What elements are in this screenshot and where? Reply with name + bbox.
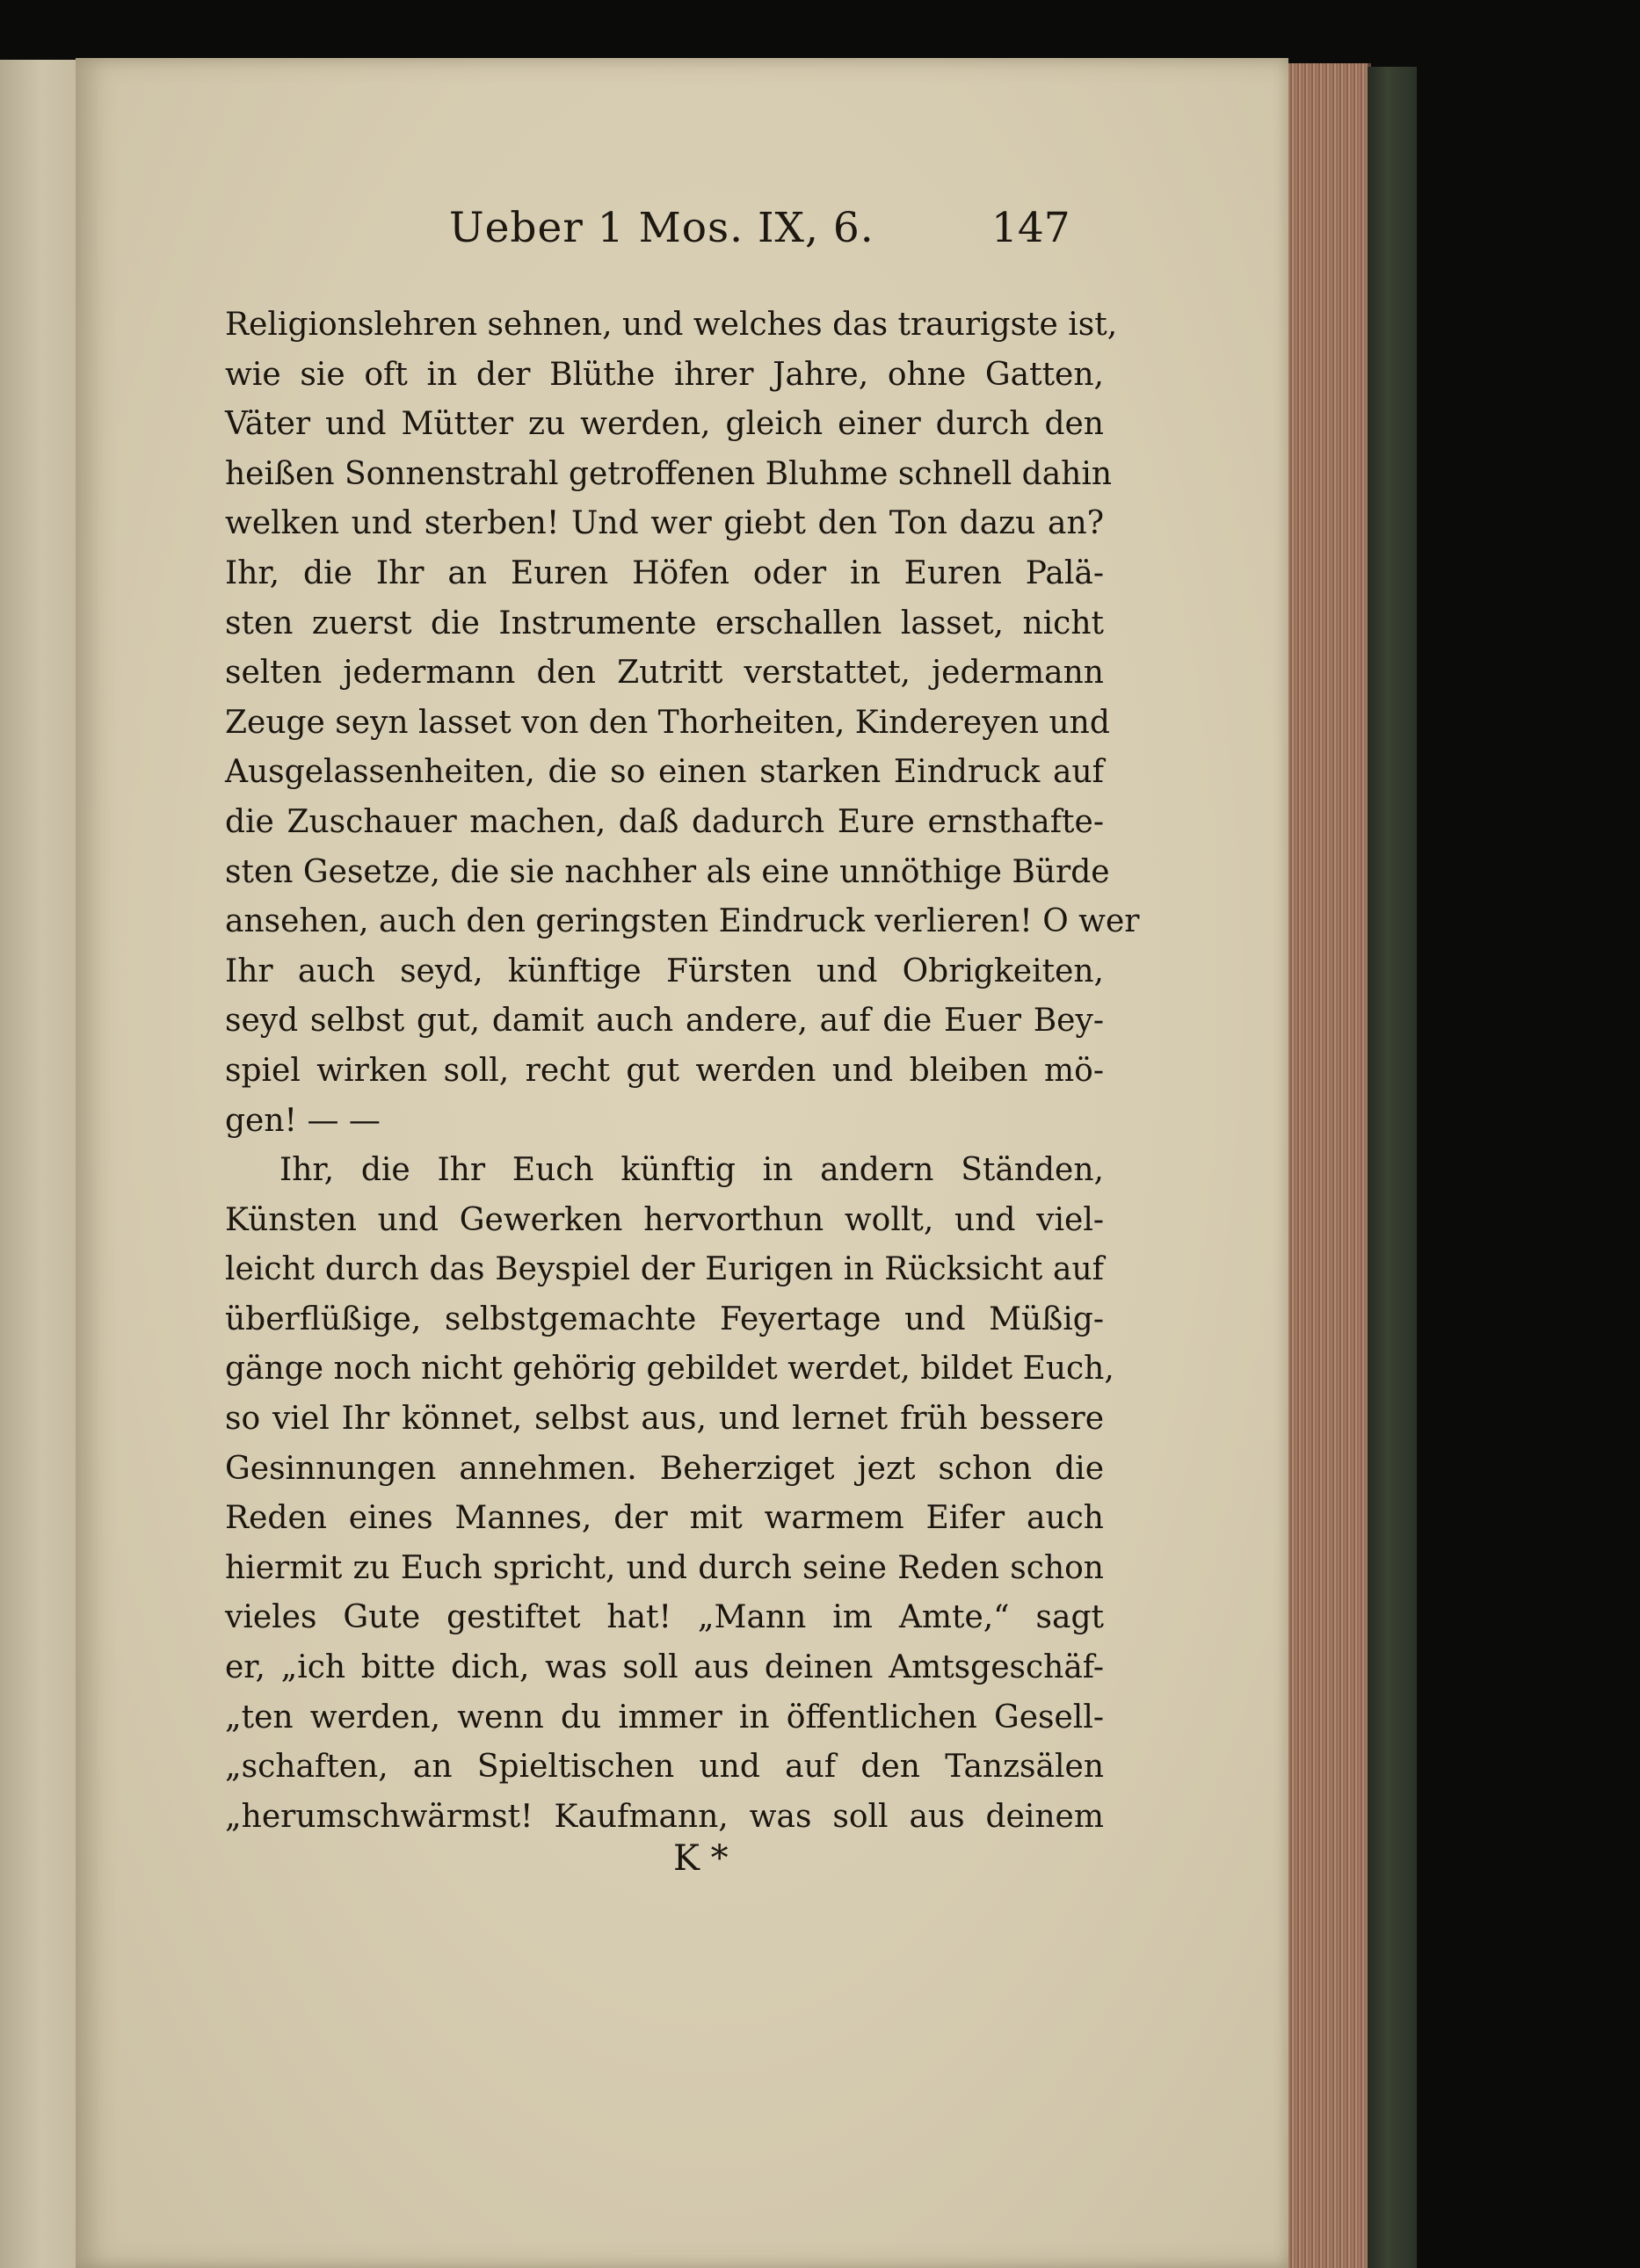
text-line: Reden eines Mannes, der mit warmem Eifer auch (225, 1500, 1104, 1537)
paragraph-1 (225, 301, 1140, 1146)
body-text (225, 301, 1140, 1842)
text-line: die Zuschauer machen, daß dadurch Eure ernsthafte- (225, 803, 1104, 840)
text-line: Künsten und Gewerken hervorthun wollt, und viel- (225, 1201, 1104, 1238)
text-line: Zeuge seyn lasset von den Thorheiten, Kindereyen und (225, 704, 1110, 741)
text-line: hiermit zu Euch spricht, und durch seine Reden schon (225, 1549, 1104, 1586)
running-title: Ueber 1 Mos. IX, 6. (449, 204, 874, 252)
text-line: so viel Ihr könnet, selbst aus, und lernet früh bessere (225, 1401, 1104, 1438)
text-line: wie sie oft in der Blüthe ihrer Jahre, ohne Gatten, (225, 356, 1104, 393)
running-head (225, 204, 1104, 265)
text-line: sten Gesetze, die sie nachher als eine unnöthige Bürde (225, 853, 1110, 890)
page-block-edges (1288, 63, 1371, 2268)
text-line: vieles Gute gestiftet hat! „Mann im Amte,“ sagt (225, 1599, 1104, 1636)
text-line: ansehen, auch den geringsten Eindruck verlieren! O wer (225, 903, 1140, 940)
text-line: Ausgelassenheiten, die so einen starken Eindruck auf (225, 754, 1104, 791)
paragraph-2 (225, 1146, 1114, 1842)
text-line: Ihr, die Ihr an Euren Höfen oder in Euren Palä- (225, 554, 1104, 591)
book-cover-edge (1368, 67, 1417, 2268)
text-line: überflüßige, selbstgemachte Feyertage und Müßig- (225, 1301, 1104, 1337)
text-line: „schaften, an Spieltischen und auf den Tanzsälen (225, 1749, 1104, 1786)
text-line: er, „ich bitte dich, was soll aus deinen Amtsgeschäf- (225, 1649, 1104, 1686)
text-line: Ihr auch seyd, künftige Fürsten und Obrigkeiten, (225, 953, 1104, 989)
text-line: gänge noch nicht gehörig gebildet werdet, bildet Euch, (225, 1351, 1114, 1388)
text-line: Gesinnungen annehmen. Beherziget jezt schon die (225, 1450, 1104, 1487)
text-line: selten jedermann den Zutritt verstattet, jedermann (225, 655, 1104, 692)
text-line: gen! — — (225, 1102, 381, 1139)
text-line: Ihr, die Ihr Euch künftig in andern Ständen, (279, 1152, 1104, 1189)
text-line: „ten werden, wenn du immer in öffentlichen Gesell- (225, 1699, 1104, 1735)
text-line: spiel wirken soll, recht gut werden und bleiben mö- (225, 1052, 1104, 1089)
text-line: welken und sterben! Und wer giebt den Ton dazu an? (225, 505, 1104, 542)
text-line: „herumschwärmst! Kaufmann, was soll aus deinem (225, 1798, 1104, 1835)
text-line: Väter und Mütter zu werden, gleich einer durch den (225, 406, 1104, 443)
text-line: Religionslehren sehnen, und welches das traurigste ist, (225, 307, 1118, 343)
text-line: leicht durch das Beyspiel der Eurigen in Rücksicht auf (225, 1251, 1104, 1288)
page-content (225, 204, 1140, 1961)
facing-page-edge (0, 60, 76, 2268)
text-line: seyd selbst gut, damit auch andere, auf die Euer Bey- (225, 1003, 1104, 1040)
signature-mark: K * (673, 1838, 729, 1879)
text-line: sten zuerst die Instrumente erschallen lasset, nicht (225, 605, 1104, 641)
page-number: 147 (991, 204, 1070, 252)
text-line: heißen Sonnenstrahl getroffenen Bluhme schnell dahin (225, 455, 1113, 492)
